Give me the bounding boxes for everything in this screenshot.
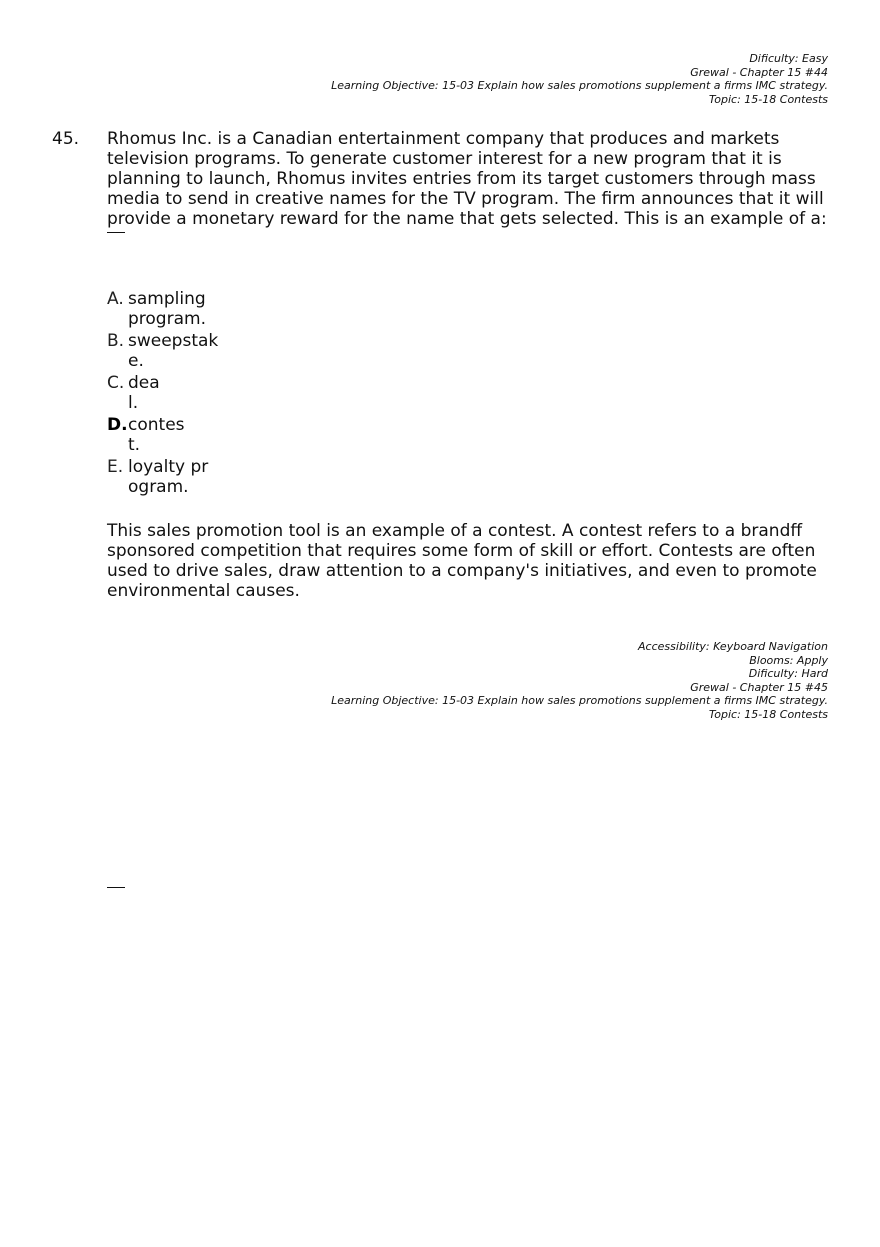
choice-text: contest.: [128, 415, 185, 455]
choice-text: sweepstake.: [128, 331, 219, 371]
topic-label: Topic: 15-18 Contests: [708, 707, 828, 721]
chapter-reference: Grewal - Chapter 15 #45: [690, 680, 828, 694]
choice-c: [107, 373, 169, 413]
choice-letter: A.: [107, 289, 124, 309]
choice-text: sampling program.: [128, 289, 206, 329]
learning-objective: Learning Objective: 15-03 Explain how sales promotions supplement a firms IMC strategy.: [331, 79, 828, 92]
choice-text: deal.: [128, 373, 160, 413]
learning-objective: Learning Objective: 15-03 Explain how sales promotions supplement a firms IMC strategy.: [331, 694, 828, 707]
answer-choices: [107, 289, 222, 499]
difficulty-label: Dificulty: Easy: [749, 52, 828, 65]
choice-a: [107, 289, 209, 329]
question-metadata: [331, 640, 828, 721]
choice-letter: D.: [107, 415, 128, 435]
answer-explanation: This sales promotion tool is an example of a contest. A contest refers to a brandff sponsored competition that requires some form of skill or effort. Contests are often used to drive sales, draw attention to a company's initiatives, and even to promote environmental causes.: [107, 521, 817, 601]
accessibility-label: Accessibility: Keyboard Navigation: [638, 640, 828, 653]
question-number: 45.: [52, 129, 80, 149]
choice-letter: C.: [107, 373, 125, 393]
choice-e: [107, 457, 209, 497]
topic-label: Topic: 15-18 Contests: [708, 92, 828, 106]
previous-question-metadata: [331, 52, 828, 106]
choice-letter: E.: [107, 457, 124, 477]
choice-d-correct: [107, 415, 187, 455]
chapter-reference: Grewal - Chapter 15 #44: [690, 65, 828, 79]
blooms-label: Blooms: Apply: [749, 653, 828, 667]
choice-b: [107, 331, 222, 371]
question-stem: Rhomus Inc. is a Canadian entertainment company that produces and markets television programs. To generate customer interest for a new program that it is planning to launch, Rhomus invites entries from its target customers through mass media to send in creative names for the TV program. The firm announces that it will provide a monetary reward for the name that gets selected. This is an example of a:: [107, 129, 827, 229]
choice-letter: B.: [107, 331, 125, 351]
separator-dash: [107, 887, 125, 888]
stem-underline-mark: [107, 232, 125, 233]
difficulty-label: Dificulty: Hard: [748, 667, 828, 680]
choice-text: loyalty program.: [128, 457, 209, 497]
